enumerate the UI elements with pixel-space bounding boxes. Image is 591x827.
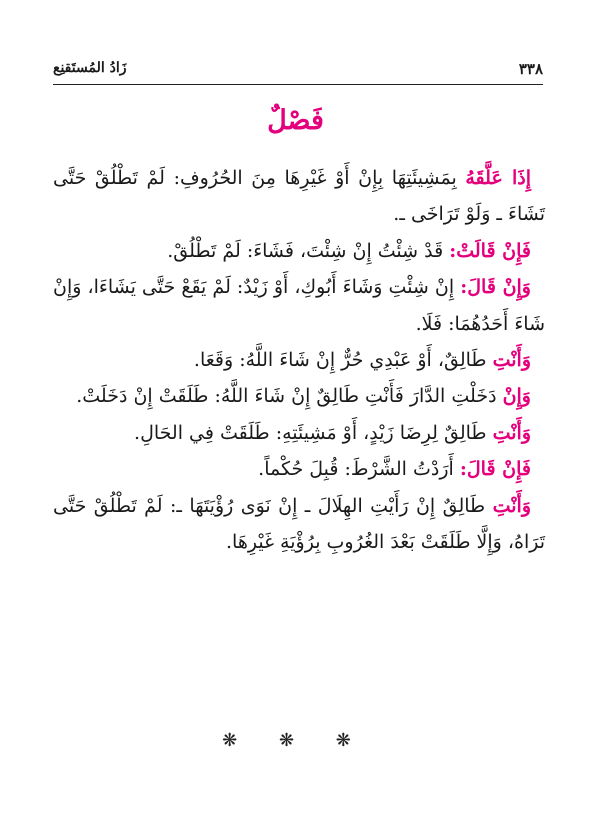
paragraph-text: طَالِقٌ إِنْ رَأَيْتِ الهِلَالَ ـ إِنْ نَوَى رُؤْيَتَهَا ـ: لَمْ تَطْلُقْ حَتَّى تَرَاهُ، وَإِلَّا طَلَقَتْ بَعْدَ الغُرُوبِ بِرُؤْيَةِ غَيْرِهَا. xyxy=(53,494,545,554)
page-header xyxy=(53,58,543,80)
paragraph xyxy=(53,488,545,561)
paragraph-keyword: وَأَنْتِ xyxy=(492,494,531,517)
paragraph-keyword: إِذَا عَلَّقَهُ xyxy=(465,167,532,189)
paragraph-text: قَدْ شِئْتُ إِنْ شِئْتَ، فَشَاءَ: لَمْ تَطْلُقْ. xyxy=(167,239,450,262)
book-title: زَادُ المُستَقنِع xyxy=(53,60,127,76)
body-text xyxy=(53,160,545,560)
paragraph xyxy=(53,342,545,378)
paragraph xyxy=(53,415,545,451)
paragraph-keyword: وَأَنْتِ xyxy=(492,349,531,372)
paragraph xyxy=(53,378,545,414)
paragraph-text: دَخَلْتِ الدَّارَ فَأَنْتِ طَالِقٌ إِنْ شَاءَ اللَّهُ: طَلَقَتْ إِنْ دَخَلَتْ. xyxy=(76,385,503,408)
header-divider xyxy=(53,84,543,85)
paragraph-keyword: وَأَنْتِ xyxy=(492,421,531,444)
section-end-ornament: ❋ ❋ ❋ xyxy=(222,730,369,751)
paragraph xyxy=(53,451,545,487)
paragraph-text: بِمَشِيئَتِهَا بِإِنْ أَوْ غَيْرِهَا مِنَ الحُرُوفِ: لَمْ تَطْلُقْ حَتَّى تَشَاءَ ـ وَلَوْ تَرَاخَى ـ. xyxy=(53,167,545,226)
paragraph-keyword: وَإِنْ قَالَ: xyxy=(460,276,531,299)
paragraph xyxy=(53,269,545,342)
paragraph xyxy=(53,233,545,269)
paragraph-text: إِنْ شِئْتِ وَشَاءَ أَبُوكِ، أَوْ زَيْدٌ: لَمْ يَقَعْ حَتَّى يَشَاءَا، وَإِنْ شَاءَ أَحَدُهُمَا: فَلَا. xyxy=(53,276,545,335)
paragraph-keyword: فَإِنْ قَالَ: xyxy=(459,458,531,481)
paragraph-keyword: فَإِنْ قَالَتْ: xyxy=(449,239,531,262)
page-number: ٣٣٨ xyxy=(518,60,543,78)
paragraph-text: أَرَدْتُ الشَّرْطَ: قُبِلَ حُكْماً. xyxy=(258,458,460,481)
paragraph-keyword: وَإِنْ xyxy=(502,385,531,408)
paragraph-text: طَالِقٌ، أَوْ عَبْدِي حُرٌّ إِنْ شَاءَ اللَّهُ: وَقَعَا. xyxy=(193,349,493,372)
section-title: فَصْلٌ xyxy=(267,105,324,136)
paragraph-text: طَالِقٌ لِرِضَا زَيْدٍ، أَوْ مَشِيئَتِهِ: طَلَقَتْ فِي الحَالِ. xyxy=(134,421,493,444)
paragraph xyxy=(53,160,545,233)
